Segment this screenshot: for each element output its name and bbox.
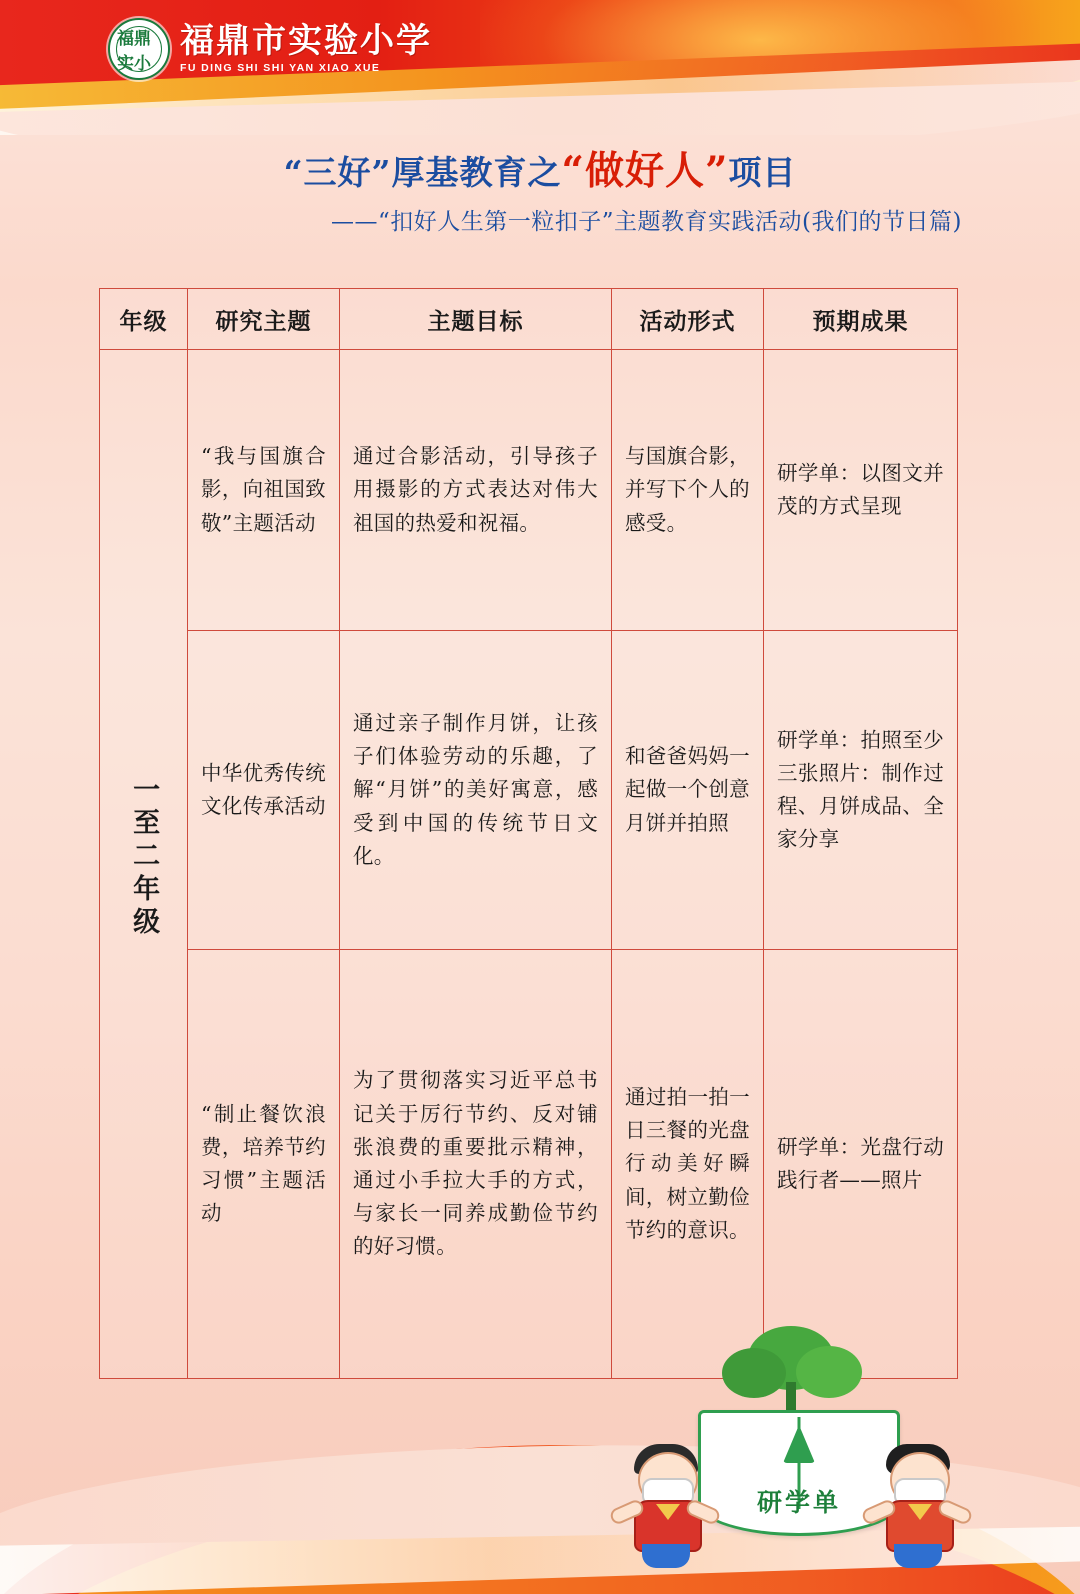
cell-outcome-2: 研学单：拍照至少三张照片：制作过程、月饼成品、全家分享 [764, 631, 958, 950]
activity-table-wrapper [99, 288, 957, 1379]
mascot-legs [894, 1544, 942, 1568]
mascot-legs [642, 1544, 690, 1568]
cell-form-2: 和爸爸妈妈一起做一个创意月饼并拍照 [612, 631, 764, 950]
cell-goal-1: 通过合影活动，引导孩子用摄影的方式表达对伟大祖国的热爱和祝福。 [340, 350, 612, 631]
table-row [100, 350, 958, 631]
cell-form-1: 与国旗合影，并写下个人的感受。 [612, 350, 764, 631]
tree-canopy-right [796, 1346, 862, 1398]
cell-form-3: 通过拍一拍一日三餐的光盘行动美好瞬间，树立勤俭节约的意识。 [612, 950, 764, 1379]
cell-outcome-3: 研学单：光盘行动践行者——照片 [764, 950, 958, 1379]
footer-emblem [600, 1326, 980, 1576]
mascot-collar [656, 1504, 680, 1520]
tree-canopy-left [722, 1348, 786, 1398]
mascot-boy-icon [620, 1438, 712, 1570]
mascot-collar [908, 1504, 932, 1520]
cell-outcome-1: 研学单：以图文并茂的方式呈现 [764, 350, 958, 631]
school-name-en: FU DING SHI SHI YAN XIAO XUE [180, 62, 381, 75]
page-title-prefix: “三好”厚基教育之 [283, 153, 562, 192]
cell-topic-1: “我与国旗合影，向祖国致敬”主题活动 [188, 350, 340, 631]
emblem-label: 研学单 [756, 1488, 841, 1517]
col-header-topic: 研究主题 [188, 289, 340, 350]
cell-goal-2: 通过亲子制作月饼，让孩子们体验劳动的乐趣，了解“月饼”的美好寓意，感受到中国的传统节日文化。 [340, 631, 612, 950]
grade-label: 一至二年级 [128, 775, 160, 941]
col-header-outcome: 预期成果 [764, 289, 958, 350]
page-title-highlight: “做好人” [561, 148, 729, 194]
cell-goal-3: 为了贯彻落实习近平总书记关于厉行节约、反对铺张浪费的重要批示精神，通过小手拉大手的方式，与家长一同养成勤俭节约的好习惯。 [340, 950, 612, 1379]
page-title [0, 140, 1080, 196]
school-emblem-icon [108, 18, 170, 80]
cell-topic-3: “制止餐饮浪费，培养节约习惯”主题活动 [188, 950, 340, 1379]
school-emblem-mark: 福鼎实小 [116, 26, 162, 72]
table-header-row [100, 289, 958, 350]
cell-topic-2: 中华优秀传统文化传承活动 [188, 631, 340, 950]
tree-icon [718, 1326, 868, 1422]
school-name-cn: 福鼎市实验小学 [180, 21, 432, 62]
col-header-form: 活动形式 [612, 289, 764, 350]
table-row [100, 631, 958, 950]
page-title-suffix: 项目 [728, 153, 797, 192]
col-header-grade: 年级 [100, 289, 188, 350]
activity-table [99, 288, 958, 1379]
school-logo [108, 18, 432, 80]
page-subtitle: ——“扣好人生第一粒扣子”主题教育实践活动(我们的节日篇) [331, 209, 962, 235]
mascot-girl-icon [872, 1438, 964, 1570]
top-banner [0, 0, 1080, 135]
school-name-block [180, 21, 432, 75]
col-header-goal: 主题目标 [340, 289, 612, 350]
grade-cell [100, 350, 188, 1379]
